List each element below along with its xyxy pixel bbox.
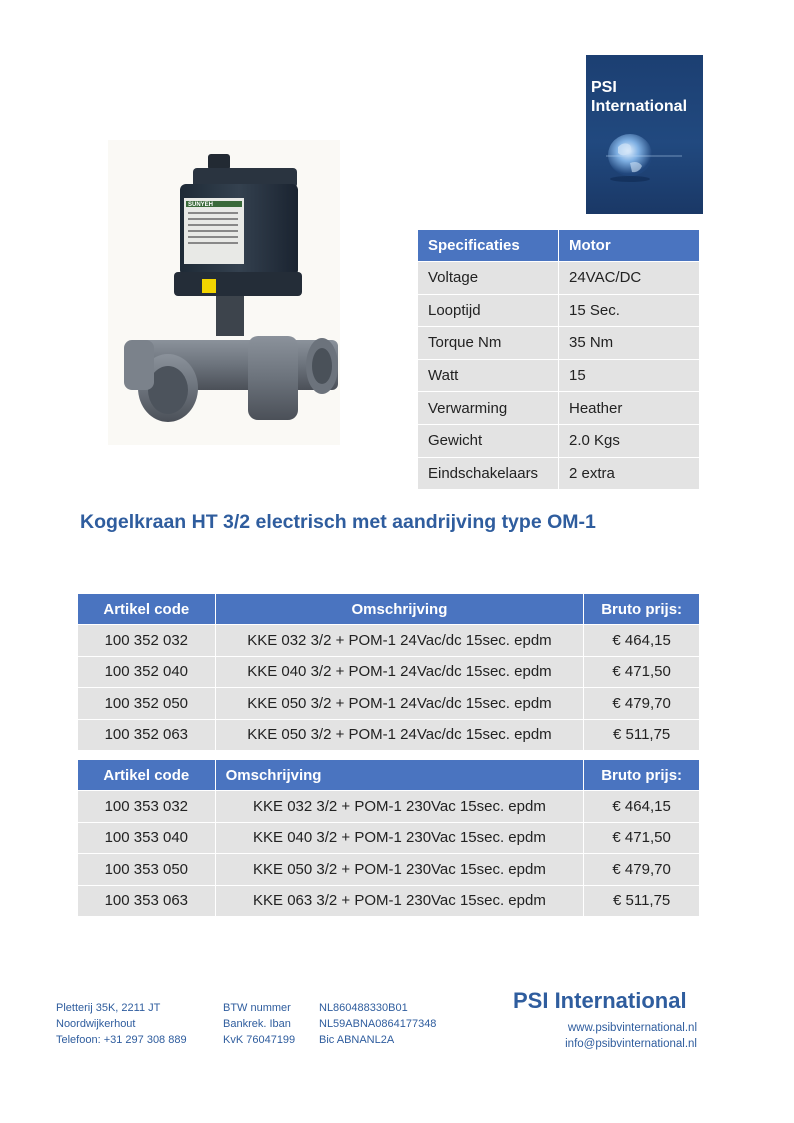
header-bruto-prijs: Bruto prijs: — [584, 594, 700, 625]
spec-value: Heather — [559, 392, 700, 425]
table-row — [78, 791, 700, 823]
header-omschrijving: Omschrijving — [215, 594, 584, 625]
header-bruto-prijs: Bruto prijs: — [584, 760, 700, 791]
logo-line2: International — [591, 98, 688, 115]
table-row — [78, 656, 700, 688]
footer-contact — [565, 1020, 697, 1052]
footer-address — [56, 1000, 187, 1048]
bruto-prijs: € 479,70 — [584, 854, 700, 886]
email-link[interactable]: info@psibvinternational.nl — [565, 1038, 697, 1050]
bruto-prijs: € 479,70 — [584, 688, 700, 720]
spec-row — [418, 392, 700, 425]
bruto-prijs: € 464,15 — [584, 791, 700, 823]
artikel-code: 100 353 050 — [78, 854, 216, 886]
company-logo — [586, 55, 703, 214]
label-iban: Bankrek. Iban — [223, 1018, 291, 1030]
spec-value: 2.0 Kgs — [559, 424, 700, 457]
value-iban: NL59ABNA0864177348 — [319, 1018, 437, 1030]
spec-value: 24VAC/DC — [559, 262, 700, 295]
price-table-230v — [77, 759, 700, 917]
spec-label: Verwarming — [418, 392, 559, 425]
spec-label: Gewicht — [418, 424, 559, 457]
price-header-row — [78, 760, 700, 791]
omschrijving: KKE 032 3/2 + POM-1 24Vac/dc 15sec. epdm — [215, 625, 584, 657]
spec-value: 35 Nm — [559, 327, 700, 360]
spec-row — [418, 424, 700, 457]
omschrijving: KKE 050 3/2 + POM-1 230Vac 15sec. epdm — [215, 854, 584, 886]
spec-label: Looptijd — [418, 294, 559, 327]
table-row — [78, 822, 700, 854]
price-table-24v — [77, 593, 700, 751]
artikel-code: 100 353 040 — [78, 822, 216, 854]
omschrijving: KKE 050 3/2 + POM-1 24Vac/dc 15sec. epdm — [215, 688, 584, 720]
artikel-code: 100 352 040 — [78, 656, 216, 688]
table-row — [78, 625, 700, 657]
bruto-prijs: € 511,75 — [584, 885, 700, 917]
website-link[interactable]: www.psibvinternational.nl — [567, 1022, 697, 1034]
page-title: Kogelkraan HT 3/2 electrisch met aandrijving type OM-1 — [80, 511, 596, 533]
spec-label: Eindschakelaars — [418, 457, 559, 490]
artikel-code: 100 352 063 — [78, 719, 216, 751]
omschrijving: KKE 063 3/2 + POM-1 230Vac 15sec. epdm — [215, 885, 584, 917]
address-phone: Telefoon: +31 297 308 889 — [56, 1034, 187, 1046]
footer-brand: PSI International — [513, 988, 687, 1013]
valve-image — [108, 140, 340, 445]
table-row — [78, 688, 700, 720]
spec-label: Voltage — [418, 262, 559, 295]
spec-row — [418, 327, 700, 360]
spec-label: Watt — [418, 359, 559, 392]
bruto-prijs: € 471,50 — [584, 656, 700, 688]
label-btw: BTW nummer — [223, 1002, 291, 1014]
artikel-code: 100 352 050 — [78, 688, 216, 720]
spec-header-row — [418, 230, 700, 262]
table-row — [78, 885, 700, 917]
specifications-table — [417, 229, 700, 490]
bruto-prijs: € 511,75 — [584, 719, 700, 751]
artikel-code: 100 353 063 — [78, 885, 216, 917]
artikel-code: 100 352 032 — [78, 625, 216, 657]
spec-row — [418, 359, 700, 392]
table-row — [78, 854, 700, 886]
header-artikel-code: Artikel code — [78, 594, 216, 625]
omschrijving: KKE 040 3/2 + POM-1 24Vac/dc 15sec. epdm — [215, 656, 584, 688]
artikel-code: 100 353 032 — [78, 791, 216, 823]
spec-label: Torque Nm — [418, 327, 559, 360]
spec-row — [418, 262, 700, 295]
value-bic: Bic ABNANL2A — [319, 1034, 395, 1046]
footer-labels — [223, 1000, 295, 1048]
table-row — [78, 719, 700, 751]
omschrijving: KKE 050 3/2 + POM-1 24Vac/dc 15sec. epdm — [215, 719, 584, 751]
globe-icon — [604, 127, 684, 197]
valve-brand: SUNYEH — [188, 202, 214, 208]
label-kvk: KvK 76047199 — [223, 1034, 296, 1046]
value-btw: NL860488330B01 — [319, 1002, 408, 1014]
spec-value: 2 extra — [559, 457, 700, 490]
bruto-prijs: € 471,50 — [584, 822, 700, 854]
spec-header-specificaties: Specificaties — [418, 230, 559, 262]
spec-value: 15 — [559, 359, 700, 392]
spec-value: 15 Sec. — [559, 294, 700, 327]
logo-line1: PSI — [591, 79, 617, 96]
spec-header-motor: Motor — [559, 230, 700, 262]
footer-values — [319, 1000, 436, 1048]
price-header-row — [78, 594, 700, 625]
address-street: Pletterij 35K, 2211 JT — [56, 1002, 161, 1014]
address-city: Noordwijkerhout — [56, 1018, 136, 1030]
spec-row — [418, 457, 700, 490]
bruto-prijs: € 464,15 — [584, 625, 700, 657]
header-omschrijving: Omschrijving — [215, 760, 584, 791]
omschrijving: KKE 040 3/2 + POM-1 230Vac 15sec. epdm — [215, 822, 584, 854]
spec-row — [418, 294, 700, 327]
header-artikel-code: Artikel code — [78, 760, 216, 791]
omschrijving: KKE 032 3/2 + POM-1 230Vac 15sec. epdm — [215, 791, 584, 823]
